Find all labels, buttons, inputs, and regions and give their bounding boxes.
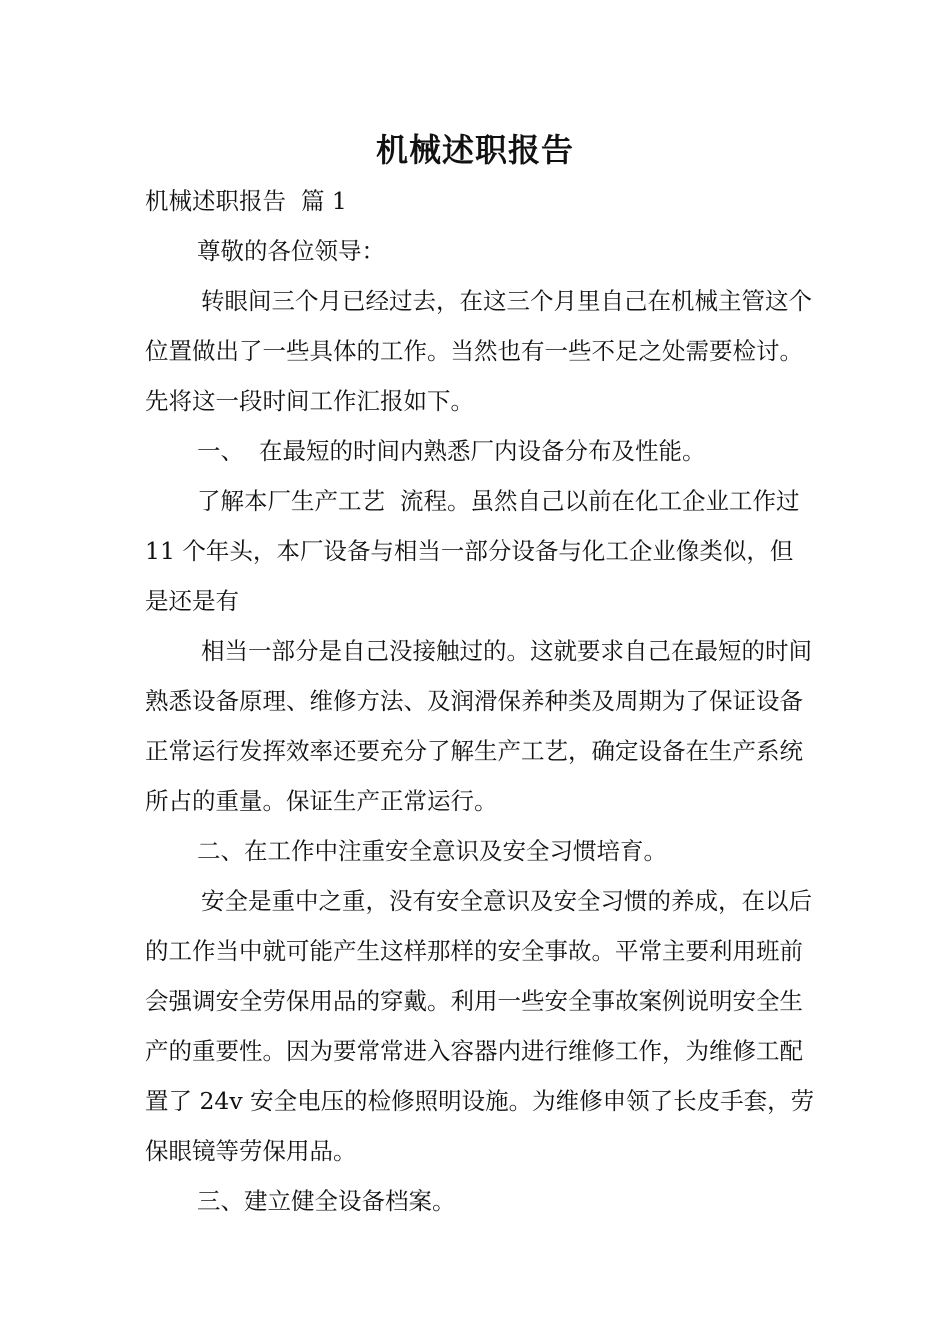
item-one-heading: 一、 在最短的时间内熟悉厂内设备分布及性能。 — [197, 437, 706, 465]
item-three-heading: 三、建立健全设备档案。 — [197, 1187, 456, 1215]
salutation-paragraph: 尊敬的各位领导： — [197, 237, 385, 265]
intro-paragraph: 转眼间三个月已经过去，在这三个月里自己在机械主管这个位置做出了一些具体的工作。当然也有一些不足之处需要检讨。先将这一段时间工作汇报如下。 — [145, 287, 812, 415]
document-title: 机械述职报告 — [375, 131, 574, 169]
document-body — [145, 176, 815, 1226]
item-two-heading: 二、在工作中注重安全意识及安全习惯培育。 — [197, 837, 667, 865]
item-one-paragraph-a: 了解本厂生产工艺 流程。虽然自己以前在化工企业工作过 11 个年头，本厂设备与相当一部分设备与化工企业像类似，但是还是有 — [145, 487, 807, 615]
section-heading-paragraph: 机械述职报告 篇 1 — [145, 187, 347, 215]
item-two-paragraph: 安全是重中之重，没有安全意识及安全习惯的养成，在以后的工作当中就可能产生这样那样的安全事故。平常主要利用班前会强调安全劳保用品的穿戴。利用一些安全事故案例说明安全生产的重要性。因为要常常进入容器内进行维修工作，为维修工配置了 24v 安全电压的检修照明设施。为维修申领了长皮手套，劳保眼镜等劳保用品。 — [145, 887, 815, 1165]
item-one-paragraph-b: 相当一部分是自己没接触过的。这就要求自己在最短的时间熟悉设备原理、维修方法、及润滑保养种类及周期为了保证设备正常运行发挥效率还要充分了解生产工艺，确定设备在生产系统所占的重量。保证生产正常运行。 — [145, 637, 812, 815]
